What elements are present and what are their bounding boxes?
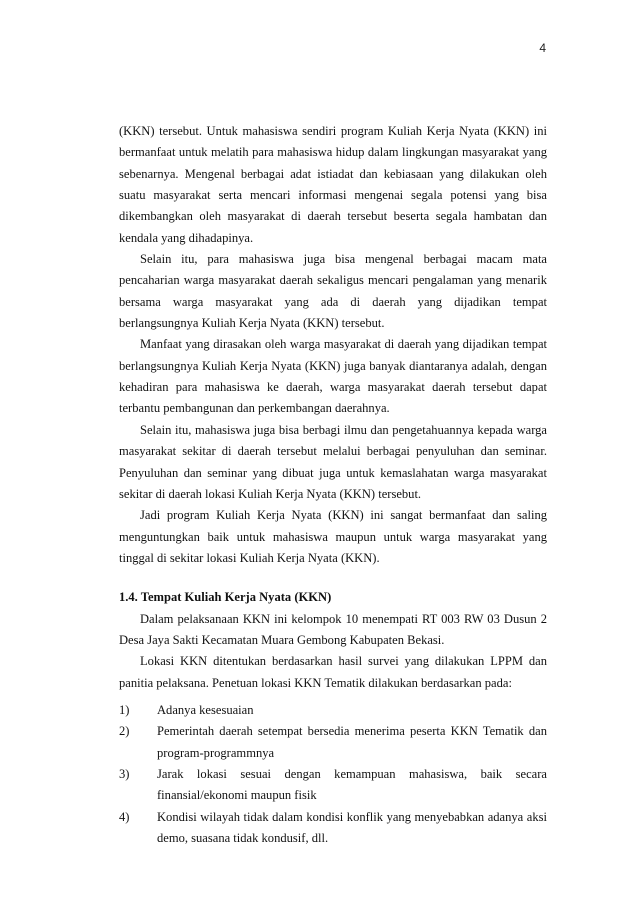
document-body (119, 121, 547, 849)
paragraph: Jadi program Kuliah Kerja Nyata (KKN) ini sangat bermanfaat dan saling menguntungkan baik untuk mahasiswa maupun untuk warga masyarakat yang tinggal di sekitar lokasi Kuliah Kerja Nyata (KKN). (119, 508, 547, 565)
criteria-list (119, 700, 547, 849)
list-item (119, 700, 547, 721)
list-item (119, 807, 547, 850)
paragraph: Selain itu, mahasiswa juga bisa berbagi ilmu dan pengetahuannya kepada warga masyarakat sekitar di daerah tersebut melalui berbagai penyuluhan dan seminar. Penyuluhan dan seminar yang dibuat juga untuk kemaslahatan warga masyarakat sekitar di daerah lokasi Kuliah Kerja Nyata (KKN) tersebut. (119, 422, 547, 501)
paragraph: Lokasi KKN ditentukan berdasarkan hasil survei yang dilakukan LPPM dan panitia pelaksana. Penetuan lokasi KKN Tematik dilakukan berdasarkan pada: (119, 654, 547, 690)
list-number: 4) (119, 809, 130, 824)
list-number: 2) (119, 724, 130, 739)
list-text: Pemerintah daerah setempat bersedia menerima peserta KKN Tematik dan program-programmnya (157, 724, 547, 760)
list-text: Kondisi wilayah tidak dalam kondisi konflik yang menyebabkan adanya aksi demo, suasana tidak kondusif, dll. (157, 809, 547, 845)
paragraph: (KKN) tersebut. Untuk mahasiswa sendiri program Kuliah Kerja Nyata (KKN) ini bermanfaat untuk melatih para mahasiswa hidup dalam lingkungan masyarakat yang sebenarnya. Mengenal berbagai adat istiadat dan kebiasaan yang dilakukan oleh suatu masyarakat serta mencari informasi mengenai segala potensi yang bisa dikembangkan oleh masyarakat di daerah tersebut beserta segala hambatan dan kendala yang dihadapinya. (119, 124, 547, 245)
list-number: 3) (119, 766, 130, 781)
list-text: Jarak lokasi sesuai dengan kemampuan mahasiswa, baik secara finansial/ekonomi maupun fisik (157, 766, 547, 803)
paragraph: Dalam pelaksanaan KKN ini kelompok 10 menempati RT 003 RW 03 Dusun 2 Desa Jaya Sakti Kecamatan Muara Gembong Kabupaten Bekasi. (119, 611, 547, 647)
list-number: 1) (119, 702, 130, 717)
section-heading: 1.4. Tempat Kuliah Kerja Nyata (KKN) (119, 590, 332, 605)
list-text: Adanya kesesuaian (157, 702, 254, 717)
paragraph: Selain itu, para mahasiswa juga bisa mengenal berbagai macam mata pencaharian warga masyarakat daerah sekaligus mencari pengalaman yang menarik bersama warga masyarakat yang ada di daerah yang dijadikan tempat berlangsungnya Kuliah Kerja Nyata (KKN) tersebut. (119, 252, 547, 331)
list-item (119, 721, 547, 764)
page-number: 4 (539, 41, 546, 55)
list-item (119, 764, 547, 807)
paragraph: Manfaat yang dirasakan oleh warga masyarakat di daerah yang dijadikan tempat berlangsungnya Kuliah Kerja Nyata (KKN) juga banyak diantaranya adalah, dengan kehadiran para mahasiswa ke daerah, warga masyarakat daerah tersebut dapat terbantu pembangunan dan perkembangan daerahnya. (119, 337, 547, 416)
